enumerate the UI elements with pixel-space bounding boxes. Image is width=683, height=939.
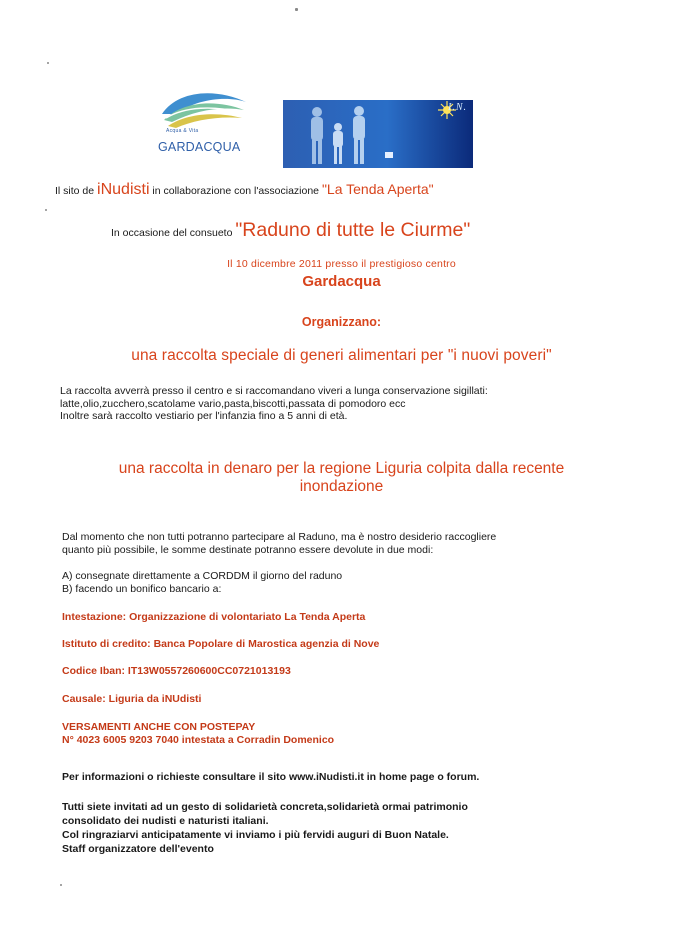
date-line: Il 10 dicembre 2011 presso il prestigioso centro bbox=[227, 258, 456, 270]
food-collection-paragraph bbox=[60, 385, 488, 423]
paragraph-line: La raccolta avverrà presso il centro e si raccomandano viveri a lunga conservazione sigillati: bbox=[60, 385, 488, 397]
bank-account-holder: Intestazione: Organizzazione di volontariato La Tenda Aperta bbox=[62, 611, 366, 623]
donation-methods bbox=[62, 570, 342, 596]
participation-paragraph bbox=[62, 531, 496, 557]
postepay-info bbox=[62, 721, 334, 747]
organizzano-heading: Organizzano: bbox=[301, 315, 382, 329]
method-item: B) facendo un bonifico bancario a: bbox=[62, 583, 222, 595]
inudisti-logo bbox=[283, 100, 473, 168]
method-item: A) consegnate direttamente a CORDDM il giorno del raduno bbox=[62, 570, 343, 582]
intro-middle: in collaborazione con l'associazione bbox=[149, 185, 322, 197]
closing-paragraph bbox=[62, 800, 468, 856]
paragraph-line: Inoltre sarà raccolto vestiario per l'infanzia fino a 5 anni di età. bbox=[60, 410, 348, 422]
signature-line: Staff organizzatore dell'evento bbox=[62, 843, 214, 855]
association-name: "La Tenda Aperta" bbox=[321, 181, 434, 197]
logo-mark: I.N. bbox=[448, 102, 467, 113]
money-collection-heading: una raccolta in denaro per la regione Liguria colpita dalla recente inondazione bbox=[118, 460, 565, 495]
paragraph-line: latte,olio,zucchero,scatolame vario,pasta,biscotti,passata di pomodoro ecc bbox=[60, 397, 406, 410]
logo-name: GARDACQUA bbox=[158, 140, 241, 154]
venue-name: Gardacqua bbox=[302, 273, 381, 290]
closing-line: Col ringraziarvi anticipatamente vi inviamo i più fervidi auguri di Buon Natale. bbox=[62, 829, 449, 841]
bank-causale: Causale: Liguria da iNUdisti bbox=[62, 693, 202, 705]
wave-logo-icon bbox=[158, 88, 250, 130]
postepay-card: N° 4023 6005 9203 7040 intestata a Corradin Domenico bbox=[62, 734, 335, 746]
intro-prefix: Il sito de bbox=[55, 185, 98, 197]
gardacqua-logo bbox=[158, 88, 250, 162]
bank-iban: Codice Iban: IT13W0557260600CC0721013193 bbox=[62, 665, 291, 677]
info-line: Per informazioni o richieste consultare il sito www.iNudisti.it in home page o forum. bbox=[62, 771, 480, 783]
bank-institute: Istituto di credito: Banca Popolare di Marostica agenzia di Nove bbox=[62, 638, 380, 650]
closing-line: Tutti siete invitati ad un gesto di solidarietà concreta,solidarietà ormai patrimonio bbox=[62, 801, 468, 813]
family-silhouette-icon bbox=[283, 100, 473, 168]
intro-line bbox=[55, 181, 434, 199]
food-collection-heading: una raccolta speciale di generi alimentari per "i nuovi poveri" bbox=[131, 347, 552, 364]
logo-tagline: Acqua & Vita bbox=[166, 128, 199, 134]
scan-speck bbox=[60, 884, 62, 886]
brand-name: iNudisti bbox=[97, 181, 150, 198]
paragraph-line: Dal momento che non tutti potranno partecipare al Raduno, ma è nostro desiderio raccogliere bbox=[62, 531, 497, 543]
closing-line: consolidato dei nudisti e naturisti italiani. bbox=[62, 815, 269, 827]
scan-speck bbox=[47, 62, 49, 64]
occasion-prefix: In occasione del consueto bbox=[111, 227, 236, 239]
scan-speck bbox=[295, 8, 298, 11]
event-name: "Raduno di tutte le Ciurme" bbox=[235, 219, 471, 241]
paragraph-line: quanto più possibile, le somme destinate potranno essere devolute in due modi: bbox=[62, 544, 434, 556]
occasion-line bbox=[111, 219, 470, 242]
postepay-title: VERSAMENTI ANCHE CON POSTEPAY bbox=[62, 721, 256, 733]
scan-speck bbox=[45, 209, 47, 211]
